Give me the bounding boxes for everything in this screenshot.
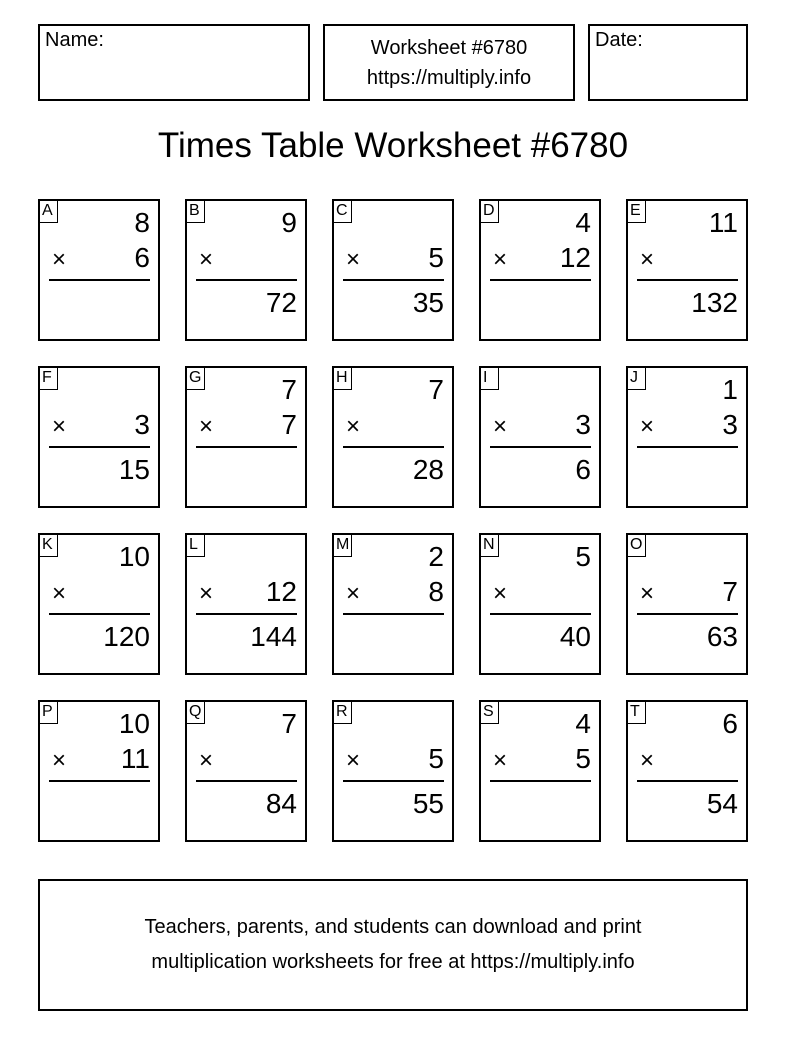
worksheet-url: https://multiply.info bbox=[366, 67, 532, 89]
problem-letter: I bbox=[479, 366, 499, 390]
second-factor: 6 bbox=[134, 242, 150, 273]
times-icon: × bbox=[493, 246, 508, 273]
product: 54 bbox=[706, 788, 738, 819]
problem-letter: L bbox=[185, 533, 205, 557]
second-factor: 3 bbox=[575, 409, 591, 440]
times-icon: × bbox=[493, 413, 508, 440]
times-icon: × bbox=[640, 413, 655, 440]
times-icon: × bbox=[346, 747, 361, 774]
times-icon: × bbox=[346, 413, 361, 440]
problem-card bbox=[332, 366, 454, 508]
times-icon: × bbox=[346, 246, 361, 273]
first-factor: 8 bbox=[134, 207, 150, 238]
problem-letter: F bbox=[38, 366, 58, 390]
page-title: Times Table Worksheet #6780 bbox=[157, 126, 629, 165]
problem-card bbox=[185, 533, 307, 675]
first-factor: 6 bbox=[722, 708, 738, 739]
product: 40 bbox=[559, 621, 591, 652]
product: 132 bbox=[691, 287, 738, 318]
problem-card bbox=[38, 533, 160, 675]
second-factor: 12 bbox=[265, 576, 297, 607]
product: 120 bbox=[103, 621, 150, 652]
product: 35 bbox=[412, 287, 444, 318]
times-icon: × bbox=[52, 246, 67, 273]
product: 84 bbox=[265, 788, 297, 819]
answer-rule bbox=[490, 780, 591, 782]
problem-letter: Q bbox=[185, 700, 205, 724]
times-icon: × bbox=[52, 413, 67, 440]
problem-card bbox=[185, 366, 307, 508]
product: 55 bbox=[412, 788, 444, 819]
product: 144 bbox=[250, 621, 297, 652]
problem-card bbox=[479, 533, 601, 675]
problem-letter: P bbox=[38, 700, 58, 724]
second-factor: 5 bbox=[428, 242, 444, 273]
problem-letter: O bbox=[626, 533, 646, 557]
first-factor: 7 bbox=[428, 374, 444, 405]
first-factor: 7 bbox=[281, 374, 297, 405]
times-icon: × bbox=[199, 413, 214, 440]
first-factor: 5 bbox=[575, 541, 591, 572]
problem-card bbox=[185, 700, 307, 842]
answer-rule bbox=[196, 780, 297, 782]
date-field-box[interactable] bbox=[588, 24, 748, 101]
answer-rule bbox=[49, 613, 150, 615]
problem-card bbox=[626, 533, 748, 675]
answer-rule bbox=[343, 780, 444, 782]
answer-rule bbox=[196, 613, 297, 615]
problem-card bbox=[332, 533, 454, 675]
second-factor: 11 bbox=[120, 743, 150, 774]
problem-card bbox=[38, 366, 160, 508]
times-icon: × bbox=[199, 246, 214, 273]
product: 6 bbox=[575, 454, 591, 485]
problem-letter: M bbox=[332, 533, 352, 557]
problem-card bbox=[479, 199, 601, 341]
problem-card bbox=[479, 700, 601, 842]
problem-letter: S bbox=[479, 700, 499, 724]
times-icon: × bbox=[640, 580, 655, 607]
date-label: Date: bbox=[595, 29, 643, 51]
first-factor: 10 bbox=[118, 708, 150, 739]
answer-rule bbox=[196, 279, 297, 281]
times-icon: × bbox=[346, 580, 361, 607]
times-icon: × bbox=[640, 246, 655, 273]
second-factor: 7 bbox=[722, 576, 738, 607]
problem-letter: H bbox=[332, 366, 352, 390]
times-icon: × bbox=[199, 580, 214, 607]
footer-line-2: multiplication worksheets for free at https://multiply.info bbox=[151, 951, 635, 973]
problem-card bbox=[38, 199, 160, 341]
worksheet-id-box bbox=[323, 24, 575, 101]
times-icon: × bbox=[52, 580, 67, 607]
name-field-box[interactable] bbox=[38, 24, 310, 101]
second-factor: 5 bbox=[575, 743, 591, 774]
answer-rule bbox=[49, 780, 150, 782]
problem-letter: N bbox=[479, 533, 499, 557]
footer-line-1: Teachers, parents, and students can download and print bbox=[144, 916, 642, 938]
times-icon: × bbox=[493, 747, 508, 774]
problem-letter: K bbox=[38, 533, 58, 557]
answer-rule bbox=[490, 279, 591, 281]
problem-letter: R bbox=[332, 700, 352, 724]
second-factor: 3 bbox=[134, 409, 150, 440]
second-factor: 7 bbox=[281, 409, 297, 440]
answer-rule bbox=[196, 446, 297, 448]
second-factor: 5 bbox=[428, 743, 444, 774]
second-factor: 12 bbox=[559, 242, 591, 273]
first-factor: 7 bbox=[281, 708, 297, 739]
first-factor: 1 bbox=[722, 374, 738, 405]
problem-letter: B bbox=[185, 199, 205, 223]
problem-card bbox=[626, 366, 748, 508]
product: 28 bbox=[412, 454, 444, 485]
times-icon: × bbox=[493, 580, 508, 607]
problem-letter: C bbox=[332, 199, 352, 223]
first-factor: 9 bbox=[281, 207, 297, 238]
second-factor: 8 bbox=[428, 576, 444, 607]
first-factor: 2 bbox=[428, 541, 444, 572]
problem-card bbox=[38, 700, 160, 842]
worksheet-number: Worksheet #6780 bbox=[370, 37, 528, 59]
problem-letter: E bbox=[626, 199, 646, 223]
problem-card bbox=[626, 700, 748, 842]
answer-rule bbox=[637, 279, 738, 281]
problem-letter: A bbox=[38, 199, 58, 223]
answer-rule bbox=[490, 446, 591, 448]
first-factor: 4 bbox=[575, 207, 591, 238]
first-factor: 4 bbox=[575, 708, 591, 739]
footer-box bbox=[38, 879, 748, 1011]
answer-rule bbox=[343, 279, 444, 281]
problem-letter: G bbox=[185, 366, 205, 390]
product: 15 bbox=[118, 454, 150, 485]
problem-letter: T bbox=[626, 700, 646, 724]
first-factor: 11 bbox=[708, 207, 738, 238]
answer-rule bbox=[49, 446, 150, 448]
answer-rule bbox=[637, 446, 738, 448]
times-icon: × bbox=[640, 747, 655, 774]
product: 72 bbox=[265, 287, 297, 318]
answer-rule bbox=[637, 780, 738, 782]
answer-rule bbox=[343, 446, 444, 448]
second-factor: 3 bbox=[722, 409, 738, 440]
problem-card bbox=[332, 700, 454, 842]
answer-rule bbox=[637, 613, 738, 615]
problem-card bbox=[185, 199, 307, 341]
problem-card bbox=[479, 366, 601, 508]
problem-letter: D bbox=[479, 199, 499, 223]
answer-rule bbox=[343, 613, 444, 615]
problem-card bbox=[332, 199, 454, 341]
product: 63 bbox=[706, 621, 738, 652]
name-label: Name: bbox=[45, 29, 104, 51]
first-factor: 10 bbox=[118, 541, 150, 572]
problem-card bbox=[626, 199, 748, 341]
times-icon: × bbox=[199, 747, 214, 774]
answer-rule bbox=[490, 613, 591, 615]
answer-rule bbox=[49, 279, 150, 281]
times-icon: × bbox=[52, 747, 67, 774]
problem-letter: J bbox=[626, 366, 646, 390]
